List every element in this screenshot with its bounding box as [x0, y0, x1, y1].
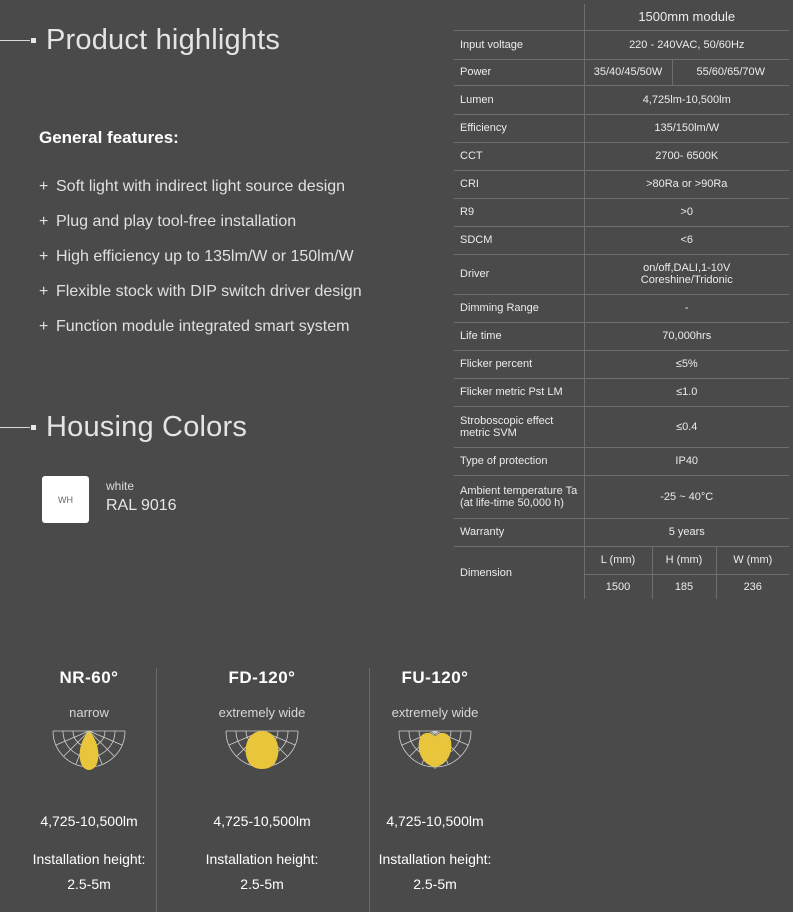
- spec-label-line: (at life-time 50,000 h): [460, 496, 564, 509]
- plus-icon: +: [39, 318, 49, 335]
- feature-item: [39, 178, 362, 213]
- general-features-title: General features:: [39, 128, 179, 147]
- spec-label-line: Stroboscopic effect: [460, 414, 554, 427]
- feature-text: Function module integrated smart system: [56, 318, 350, 335]
- spec-label: Flicker metric Pst LM: [454, 378, 584, 406]
- feature-item: [39, 213, 362, 248]
- spec-label: SDCM: [454, 226, 584, 254]
- feature-text: Plug and play tool-free installation: [56, 213, 297, 230]
- installation-height-value: 2.5-5m: [67, 876, 111, 892]
- spec-row: [454, 254, 789, 294]
- spec-row: [454, 142, 789, 170]
- spec-value: [584, 254, 789, 294]
- dimension-header: W (mm): [716, 546, 789, 574]
- spec-row: [454, 59, 789, 85]
- installation-height-value: 2.5-5m: [240, 876, 284, 892]
- spec-label: [454, 406, 584, 447]
- spec-header-row: [454, 4, 789, 30]
- spec-value: -25 ~ 40°C: [584, 475, 789, 518]
- spec-value: 55/60/65/70W: [672, 59, 789, 85]
- spec-label: Life time: [454, 322, 584, 350]
- spec-label: Input voltage: [454, 30, 584, 59]
- spec-header-module: 1500mm module: [584, 4, 789, 30]
- spec-value: <6: [584, 226, 789, 254]
- spec-label: Dimming Range: [454, 294, 584, 322]
- beam-name: FD-120°: [228, 668, 296, 687]
- spec-header-empty: [454, 4, 584, 30]
- spec-value: ≤0.4: [584, 406, 789, 447]
- spec-row: [454, 198, 789, 226]
- spec-value-line: Coreshine/Tridonic: [640, 274, 733, 286]
- spec-row: [454, 406, 789, 447]
- spec-row: [454, 170, 789, 198]
- plus-icon: +: [39, 213, 49, 230]
- color-code: RAL 9016: [106, 497, 177, 514]
- housing-colors-heading: [0, 411, 247, 444]
- plus-icon: +: [39, 283, 49, 300]
- beam-name: FU-120°: [401, 668, 469, 687]
- spec-label: Efficiency: [454, 114, 584, 142]
- spec-label: Type of protection: [454, 447, 584, 475]
- dimension-header: L (mm): [584, 546, 652, 574]
- feature-text: Flexible stock with DIP switch driver design: [56, 283, 362, 300]
- beam-description: extremely wide: [218, 705, 306, 720]
- spec-value: ≤1.0: [584, 378, 789, 406]
- spec-value-line: on/off,DALI,1-10V: [643, 262, 731, 274]
- beam-description: extremely wide: [391, 705, 479, 720]
- beam-lumen: 4,725-10,500lm: [386, 813, 484, 829]
- installation-height-label: Installation height:: [378, 851, 492, 867]
- spec-value: 35/40/45/50W: [584, 59, 672, 85]
- spec-row: [454, 475, 789, 518]
- spec-row: [454, 518, 789, 546]
- spec-label: CCT: [454, 142, 584, 170]
- beam-nr60: [14, 668, 164, 892]
- spec-row: [454, 447, 789, 475]
- beam-lumen: 4,725-10,500lm: [213, 813, 311, 829]
- spec-row: [454, 114, 789, 142]
- plus-icon: +: [39, 178, 49, 195]
- feature-item: [39, 318, 362, 353]
- feature-item: [39, 248, 362, 283]
- spec-value: ≤5%: [584, 350, 789, 378]
- dimension-label: Dimension: [460, 566, 512, 579]
- product-highlights-heading: [0, 24, 280, 57]
- product-highlights-title: Product highlights: [46, 24, 281, 56]
- spec-label: Driver: [454, 254, 584, 294]
- spec-row: [454, 378, 789, 406]
- spec-value: 2700- 6500K: [584, 142, 789, 170]
- installation-height-value: 2.5-5m: [413, 876, 457, 892]
- dimension-header: H (mm): [652, 546, 716, 574]
- spec-row: [454, 294, 789, 322]
- spec-label: Flicker percent: [454, 350, 584, 378]
- installation-height-label: Installation height:: [205, 851, 319, 867]
- dimension-header-row: [454, 546, 789, 574]
- heading-line: [0, 40, 30, 41]
- installation-height-label: Installation height:: [32, 851, 146, 867]
- dimension-value: 236: [716, 574, 789, 599]
- beam-description: narrow: [69, 705, 109, 720]
- spec-value: -: [584, 294, 789, 322]
- wide-beam-polar-icon: [224, 729, 300, 773]
- feature-item: [39, 283, 362, 318]
- beam-name: NR-60°: [59, 668, 119, 687]
- wide-up-beam-polar-icon: [397, 729, 473, 773]
- beam-fd120: [187, 668, 337, 892]
- spec-value: >80Ra or >90Ra: [584, 170, 789, 198]
- heading-bullet: [31, 425, 36, 430]
- spec-label: CRI: [454, 170, 584, 198]
- beam-fu120: [360, 668, 510, 892]
- spec-row: [454, 85, 789, 114]
- spec-value: 5 years: [584, 518, 789, 546]
- spec-label-line: metric SVM: [460, 426, 517, 439]
- dimension-value: 1500: [584, 574, 652, 599]
- plus-icon: +: [39, 248, 49, 265]
- spec-table: [454, 4, 789, 599]
- spec-row: [454, 322, 789, 350]
- spec-row: [454, 226, 789, 254]
- dimension-value: 185: [652, 574, 716, 599]
- spec-label: R9: [454, 198, 584, 226]
- narrow-beam-polar-icon: [51, 729, 127, 773]
- spec-label: Warranty: [454, 518, 584, 546]
- spec-row: [454, 350, 789, 378]
- spec-label-line: Ambient temperature Ta: [460, 484, 578, 497]
- beam-lumen: 4,725-10,500lm: [40, 813, 138, 829]
- spec-value: 220 - 240VAC, 50/60Hz: [584, 30, 789, 59]
- heading-line: [0, 427, 30, 428]
- spec-label: [454, 475, 584, 518]
- housing-colors-title: Housing Colors: [46, 411, 248, 443]
- spec-label: Power: [454, 59, 584, 85]
- spec-row: [454, 30, 789, 59]
- spec-value: >0: [584, 198, 789, 226]
- general-features-list: [39, 178, 362, 353]
- spec-value: 4,725lm-10,500lm: [584, 85, 789, 114]
- feature-text: High efficiency up to 135lm/W or 150lm/W: [56, 248, 354, 265]
- feature-text: Soft light with indirect light source design: [56, 178, 346, 195]
- spec-value: 135/150lm/W: [584, 114, 789, 142]
- heading-bullet: [31, 38, 36, 43]
- spec-value: 70,000hrs: [584, 322, 789, 350]
- color-name: white: [106, 479, 135, 493]
- spec-value: IP40: [584, 447, 789, 475]
- color-swatch-white: WH: [42, 476, 89, 523]
- spec-label: Lumen: [454, 85, 584, 114]
